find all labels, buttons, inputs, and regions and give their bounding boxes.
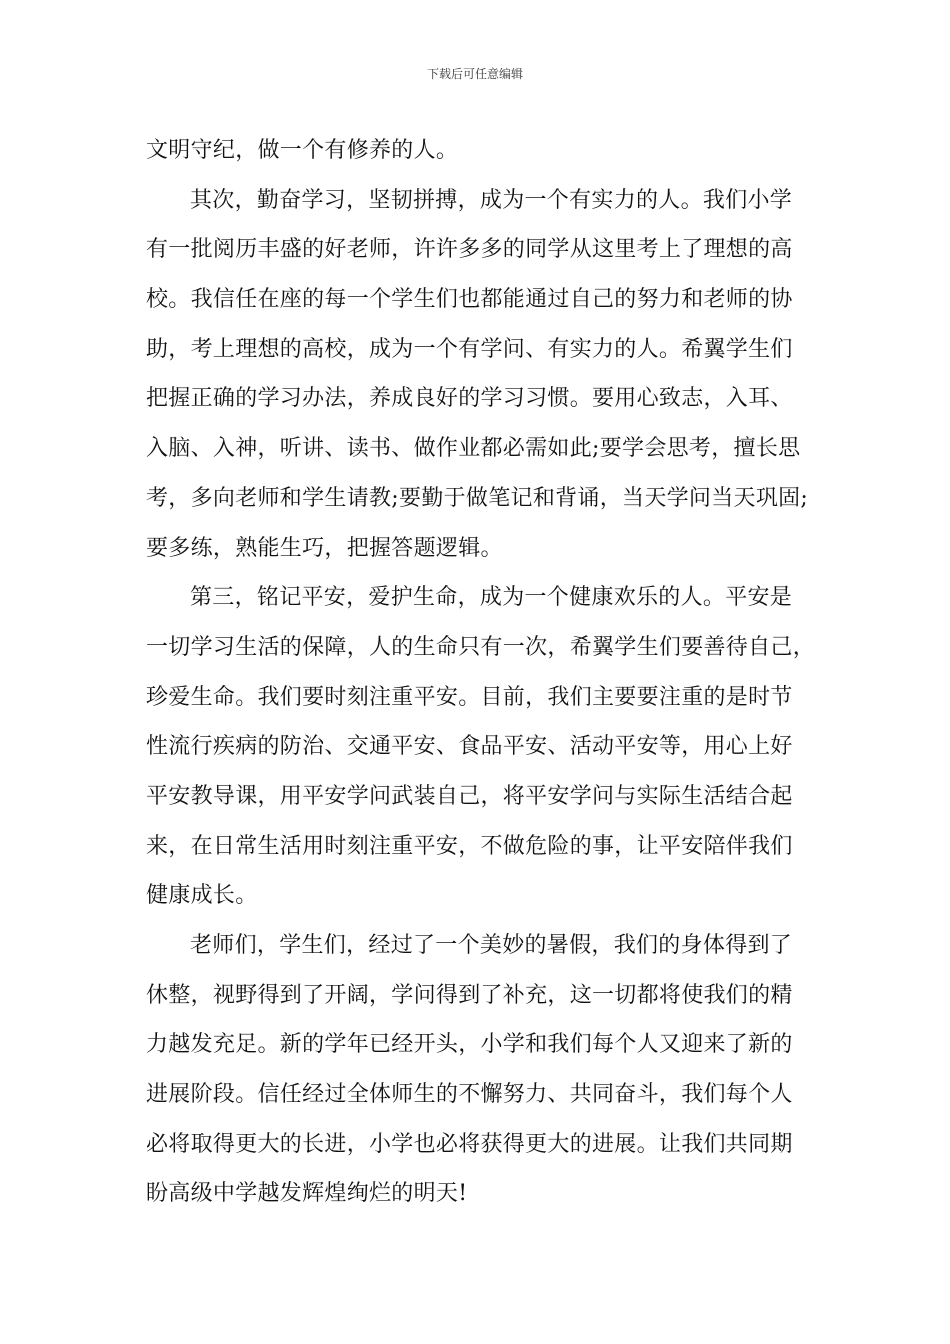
text-line: 来，在日常生活用时刻注重平安，不做危险的事，让平安陪伴我们 xyxy=(146,833,793,859)
text-line: 必将取得更大的长进，小学也必将获得更大的进展。让我们共同期 xyxy=(146,1131,793,1157)
text-line: 考，多向老师和学生请教;要勤于做笔记和背诵，当天学问当天巩固; xyxy=(146,485,809,511)
text-line: 文明守纪，做一个有修养的人。 xyxy=(146,138,459,163)
document-body xyxy=(146,126,816,1219)
page-header: 下载后可任意编辑 xyxy=(426,67,523,81)
text-line: 平安教导课，用平安学问武装自己，将平安学问与实际生活结合起 xyxy=(146,783,793,809)
text-line: 把握正确的学习办法，养成良好的学习习惯。要用心致志，入耳、 xyxy=(146,386,793,412)
text-line: 力越发充足。新的学年已经开头，小学和我们每个人又迎来了新的 xyxy=(146,1032,793,1058)
text-line: 性流行疾病的防治、交通平安、食品平安、活动平安等，用心上好 xyxy=(146,734,793,760)
text-line: 休整，视野得到了开阔，学问得到了补充，这一切都将使我们的精 xyxy=(146,982,793,1008)
text-line: 盼高级中学越发辉煌绚烂的明天! xyxy=(146,1181,468,1207)
text-line: 校。我信任在座的每一个学生们也都能通过自己的努力和老师的协 xyxy=(146,287,793,313)
text-line: 助，考上理想的高校，成为一个有学问、有实力的人。希翼学生们 xyxy=(146,336,793,362)
text-line: 一切学习生活的保障，人的生命只有一次，希翼学生们要善待自己， xyxy=(146,634,816,660)
text-line: 健康成长。 xyxy=(146,883,258,909)
text-line: 珍爱生命。我们要时刻注重平安。目前，我们主要要注重的是时节 xyxy=(146,684,793,710)
text-line: 第三，铭记平安，爱护生命，成为一个健康欢乐的人。平安是 xyxy=(190,585,793,611)
text-line: 其次，勤奋学习，坚韧拼搏，成为一个有实力的人。我们小学 xyxy=(190,187,793,213)
text-line: 入脑、入神，听讲、读书、做作业都必需如此;要学会思考，擅长思 xyxy=(146,436,801,462)
text-line: 进展阶段。信任经过全体师生的不懈努力、共同奋斗，我们每个人 xyxy=(146,1082,793,1108)
text-line: 要多练，熟能生巧，把握答题逻辑。 xyxy=(146,535,503,561)
text-line: 有一批阅历丰盛的好老师，许许多多的同学从这里考上了理想的高 xyxy=(146,237,793,263)
text-line: 老师们，学生们，经过了一个美妙的暑假，我们的身体得到了 xyxy=(190,933,793,958)
